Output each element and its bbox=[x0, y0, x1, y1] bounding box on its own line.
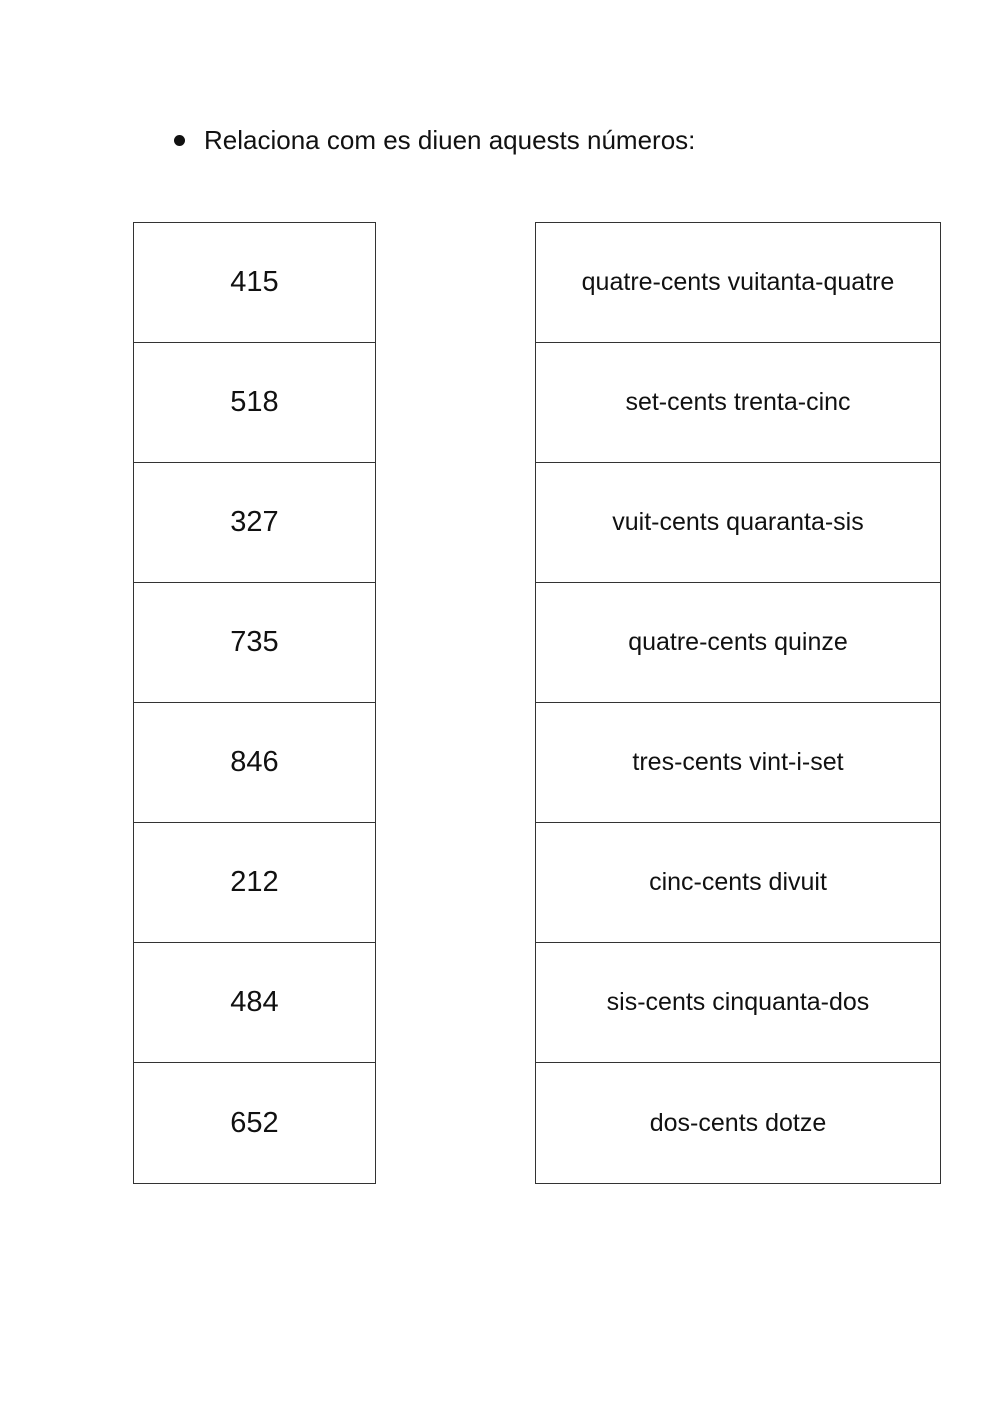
number-cell[interactable]: 484 bbox=[134, 943, 375, 1063]
word-cell[interactable]: quatre-cents vuitanta-quatre bbox=[536, 223, 940, 343]
number-cell[interactable]: 846 bbox=[134, 703, 375, 823]
word-cell[interactable]: dos-cents dotze bbox=[649, 1108, 827, 1137]
numbers-column bbox=[133, 222, 376, 1184]
word-cell[interactable]: vuit-cents quaranta-sis bbox=[536, 463, 940, 583]
word-cell[interactable]: set-cents trenta-cinc bbox=[536, 343, 940, 463]
word-cell[interactable]: quatre-cents quinze bbox=[536, 583, 940, 703]
number-cell[interactable]: 652 bbox=[230, 1106, 279, 1139]
bullet-icon bbox=[174, 135, 185, 146]
number-cell[interactable]: 212 bbox=[134, 823, 375, 943]
words-column bbox=[535, 222, 941, 1184]
number-cell[interactable]: 415 bbox=[134, 223, 375, 343]
word-cell[interactable]: cinc-cents divuit bbox=[536, 823, 940, 943]
number-cell[interactable]: 518 bbox=[134, 343, 375, 463]
word-cell[interactable]: sis-cents cinquanta-dos bbox=[536, 943, 940, 1063]
word-cell[interactable]: tres-cents vint-i-set bbox=[536, 703, 940, 823]
number-cell[interactable]: 327 bbox=[134, 463, 375, 583]
number-cell[interactable]: 735 bbox=[134, 583, 375, 703]
instruction-text: Relaciona com es diuen aquests números: bbox=[204, 124, 696, 155]
instruction bbox=[172, 118, 695, 162]
